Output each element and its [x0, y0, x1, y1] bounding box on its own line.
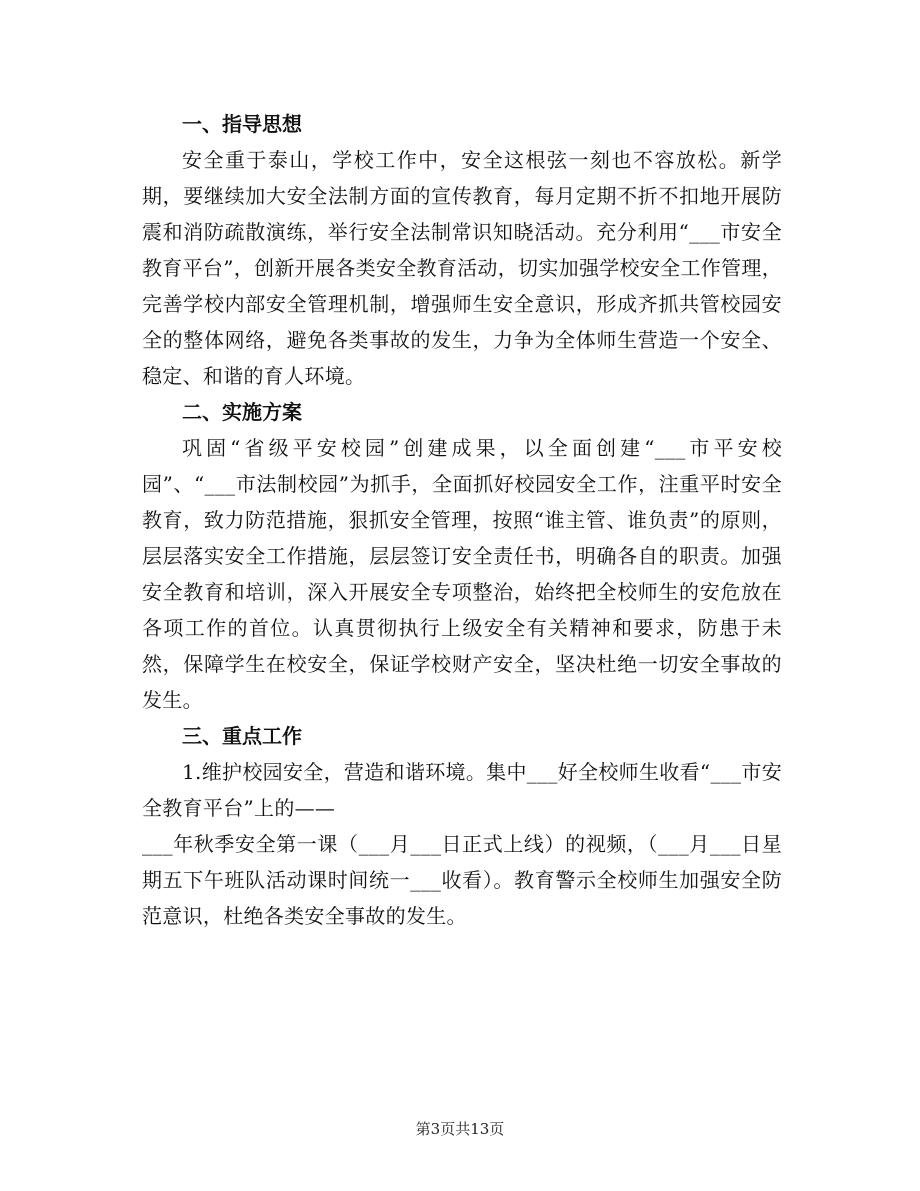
section-paragraph-guiding-ideology: 安全重于泰山，学校工作中，安全这根弦一刻也不容放松。新学期，要继续加大安全法制方面的宣传教育，每月定期不折不扣地开展防震和消防疏散演练，举行安全法制常识知晓活动。充分利用“___市安全教育平台”，创新开展各类安全教育活动，切实加强学校安全工作管理，完善学校内部安全管理机制，增强师生安全意识，形成齐抓共管校园安全的整体网络，避免各类事故的发生，力争为全体师生营造一个安全、稳定、和谐的育人环境。	[142, 148, 782, 388]
document-body	[142, 106, 782, 934]
section-paragraph-key-work-line2: ___年秋季安全第一课（___月___日正式上线）的视频，（___月___日星期五下午班队活动课时间统一___收看）。教育警示全校师生加强安全防范意识，杜绝各类安全事故的发生。	[142, 832, 782, 928]
section-heading-implementation-plan: 二、实施方案	[182, 400, 302, 424]
section-paragraph-key-work-line1: 1.维护校园安全，营造和谐环境。集中___好全校师生收看“___市安全教育平台”上的——	[142, 760, 782, 820]
page-number-footer: 第3页共13页	[415, 1120, 505, 1138]
section-heading-guiding-ideology: 一、指导思想	[182, 112, 302, 136]
section-heading-key-work: 三、重点工作	[182, 724, 302, 748]
section-paragraph-implementation-plan: 巩固“省级平安校园”创建成果，以全面创建“___市平安校园”、“___市法制校园”为抓手，全面抓好校园安全工作，注重平时安全教育，致力防范措施，狠抓安全管理，按照“谁主管、谁负责”的原则，层层落实安全工作措施，层层签订安全责任书，明确各自的职责。加强安全教育和培训，深入开展安全专项整治，始终把全校师生的安危放在各项工作的首位。认真贯彻执行上级安全有关精神和要求，防患于未然，保障学生在校安全，保证学校财产安全，坚决杜绝一切安全事故的发生。	[142, 436, 782, 712]
